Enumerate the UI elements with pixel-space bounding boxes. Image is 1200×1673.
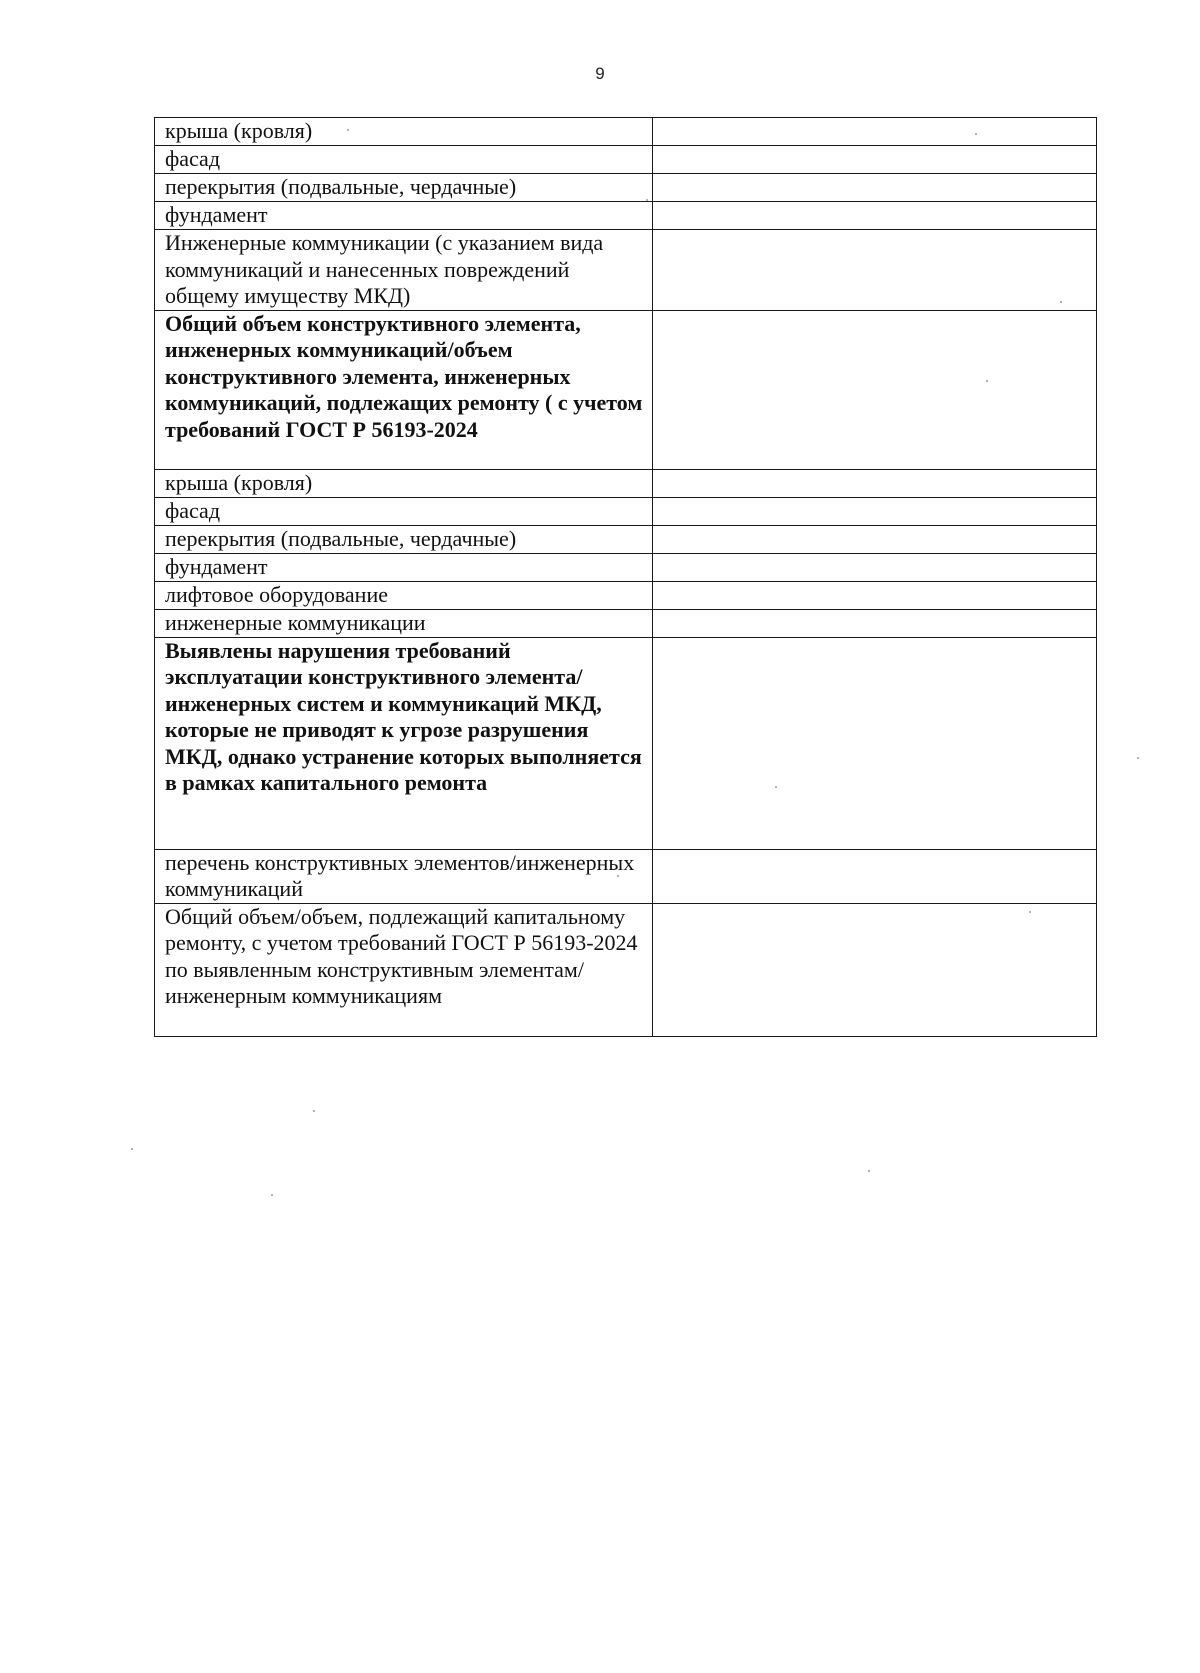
form-table-body [155,118,1097,1037]
row-label: Выявлены нарушения требований эксплуатации конструктивного элемента/инженерных систем и коммуникаций МКД, которые не приводят к угрозе разрушения МКД, однако устранение которых выполняется в рамках капитального ремонта [155,637,653,849]
row-value-field[interactable] [653,310,1097,469]
row-value-field[interactable] [653,609,1097,637]
row-label: крыша (кровля) [155,118,653,146]
row-label: крыша (кровля) [155,469,653,497]
table-row [155,469,1097,497]
inspection-form-table [154,117,1097,1037]
row-label: фундамент [155,202,653,230]
row-value-field[interactable] [653,174,1097,202]
row-value-field[interactable] [653,637,1097,849]
scan-speck [646,199,648,201]
scan-speck [986,380,988,382]
row-value-field[interactable] [653,553,1097,581]
table-row [155,903,1097,1036]
scan-speck [1137,757,1139,759]
scan-speck [271,1194,273,1196]
table-row [155,230,1097,311]
row-value-field[interactable] [653,525,1097,553]
table-row [155,581,1097,609]
scan-speck [975,133,977,135]
scan-speck [347,129,349,131]
row-label: лифтовое оборудование [155,581,653,609]
table-row [155,609,1097,637]
row-value-field[interactable] [653,469,1097,497]
table-row [155,146,1097,174]
row-label: фасад [155,497,653,525]
table-row [155,553,1097,581]
table-row [155,118,1097,146]
row-label: фасад [155,146,653,174]
row-value-field[interactable] [653,497,1097,525]
scan-speck [1029,911,1031,913]
row-value-field[interactable] [653,903,1097,1036]
row-label: фундамент [155,553,653,581]
table-row [155,202,1097,230]
row-label: Общий объем конструктивного элемента, инженерных коммуникаций/объем конструктивного элемента, инженерных коммуникаций, подлежащих ремонту ( с учетом требований ГОСТ Р 56193-2024 [155,310,653,469]
row-label: перекрытия (подвальные, чердачные) [155,525,653,553]
table-row [155,637,1097,849]
row-value-field[interactable] [653,581,1097,609]
row-value-field[interactable] [653,849,1097,903]
table-row [155,310,1097,469]
scan-speck [775,786,777,788]
row-label: перечень конструктивных элементов/инженерных коммуникаций [155,849,653,903]
row-value-field[interactable] [653,118,1097,146]
scan-speck [617,875,619,877]
table-row [155,525,1097,553]
row-value-field[interactable] [653,230,1097,311]
row-label: инженерные коммуникации [155,609,653,637]
row-label: перекрытия (подвальные, чердачные) [155,174,653,202]
scan-speck [313,1110,315,1112]
scan-speck [868,1170,870,1172]
scan-speck [131,1148,133,1150]
table-row [155,174,1097,202]
table-row [155,849,1097,903]
table-row [155,497,1097,525]
row-label: Инженерные коммуникации (с указанием вида коммуникаций и нанесенных повреждений общему имуществу МКД) [155,230,653,311]
row-value-field[interactable] [653,202,1097,230]
page-number: 9 [595,64,605,83]
scan-speck [1060,301,1062,303]
row-label: Общий объем/объем, подлежащий капитальному ремонту, с учетом требований ГОСТ Р 56193-2024 по выявленным конструктивным элементам/инженерным коммуникациям [155,903,653,1036]
row-value-field[interactable] [653,146,1097,174]
